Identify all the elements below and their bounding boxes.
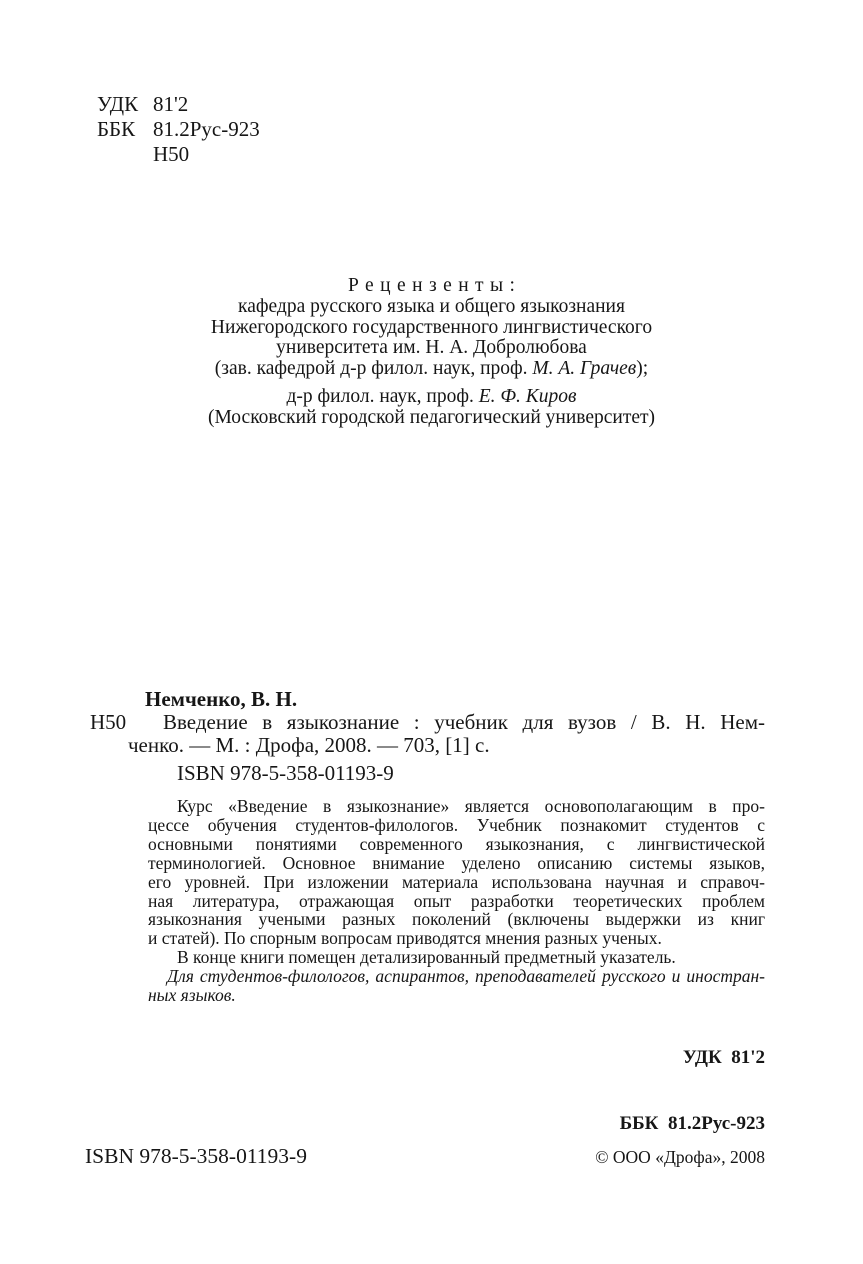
- udk-value: 81'2: [153, 92, 189, 116]
- annotation-line: языкознания учеными разных поколений (включены выдержки из книг: [148, 909, 765, 930]
- biblio-author-sign: Н50: [90, 710, 127, 734]
- annotation-line: и статей). По спорным вопросам приводятся мнения разных ученых.: [148, 928, 662, 949]
- isbn-number: ISBN 978-5-358-01193-9: [85, 1144, 307, 1168]
- reviewer-name-grachev: М. А. Грачев: [532, 358, 637, 380]
- copyright-notice: © ООО «Дрофа», 2008: [595, 1147, 765, 1167]
- reviewer-dept-line-4: [49, 359, 814, 380]
- reviewer-head-prefix: (зав. кафедрой д-р филол. наук, проф.: [214, 358, 533, 380]
- reviewer-dept-line-3: университета им. Н. А. Добролюбова: [276, 337, 587, 359]
- annotation-line: Курс «Введение в языкознание» является основополагающим в про-: [177, 796, 765, 816]
- reviewer-title-prefix: д-р филол. наук, проф.: [286, 385, 479, 407]
- reviewers-heading: Рецензенты:: [348, 275, 522, 296]
- biblio-author: Немченко, В. Н.: [145, 687, 298, 711]
- annotation-index-note: В конце книги помещен детализированный предметный указатель.: [177, 947, 676, 968]
- biblio-imprint-line: ченко. — М. : Дрофа, 2008. — 703, [1] с.: [128, 733, 490, 758]
- annotation-audience-line: ных языков.: [148, 985, 236, 1006]
- footer-line: [85, 1144, 765, 1169]
- biblio-isbn: ISBN 978-5-358-01193-9: [177, 760, 394, 785]
- annotation-block: [148, 797, 765, 1005]
- reviewer-head-suffix: );: [636, 358, 649, 380]
- author-sign-label: [97, 142, 153, 167]
- reviewer-name-kirov: Е. Ф. Киров: [478, 385, 577, 407]
- classification-codes-top: [97, 92, 260, 167]
- reviewer-dept-line-2: Нижегородского государственного лингвистического: [210, 316, 653, 338]
- bbk-value: 81.2Рус-923: [153, 117, 260, 141]
- reviewer-second: [49, 387, 814, 429]
- annotation-line: ная литература, отражающая опыт разработки теоретических проблем: [148, 890, 765, 911]
- reviewer-affiliation: (Московский городской педагогический университет): [207, 406, 656, 428]
- reviewer-dept-line-1: кафедра русского языка и общего языкознания: [238, 295, 625, 317]
- annotation-audience-line: Для студентов-филологов, аспирантов, преподавателей русского и иностран-: [167, 966, 765, 987]
- reviewer-line-5: [49, 387, 814, 408]
- author-sign-value: Н50: [153, 142, 190, 166]
- udk-bottom: УДК 81'2: [682, 1047, 765, 1068]
- annotation-line: основными понятиями современного языкознания, с лингвистической: [148, 833, 765, 854]
- udk-label: УДК: [97, 92, 139, 116]
- annotation-line: терминологией. Основное внимание уделено описанию системы языков,: [148, 852, 765, 873]
- reviewers-block: [49, 276, 814, 429]
- annotation-line: цессе обучения студентов-филологов. Учебник познакомит студентов с: [148, 814, 765, 835]
- bbk-bottom: ББК 81.2Рус-923: [619, 1113, 765, 1134]
- biblio-title-line: Введение в языкознание : учебник для вузов / В. Н. Нем-: [163, 710, 765, 735]
- bibliographic-entry: [90, 687, 765, 785]
- bbk-label: ББК: [97, 117, 136, 141]
- annotation-line: его уровней. При изложении материала использована научная и справоч-: [148, 871, 765, 892]
